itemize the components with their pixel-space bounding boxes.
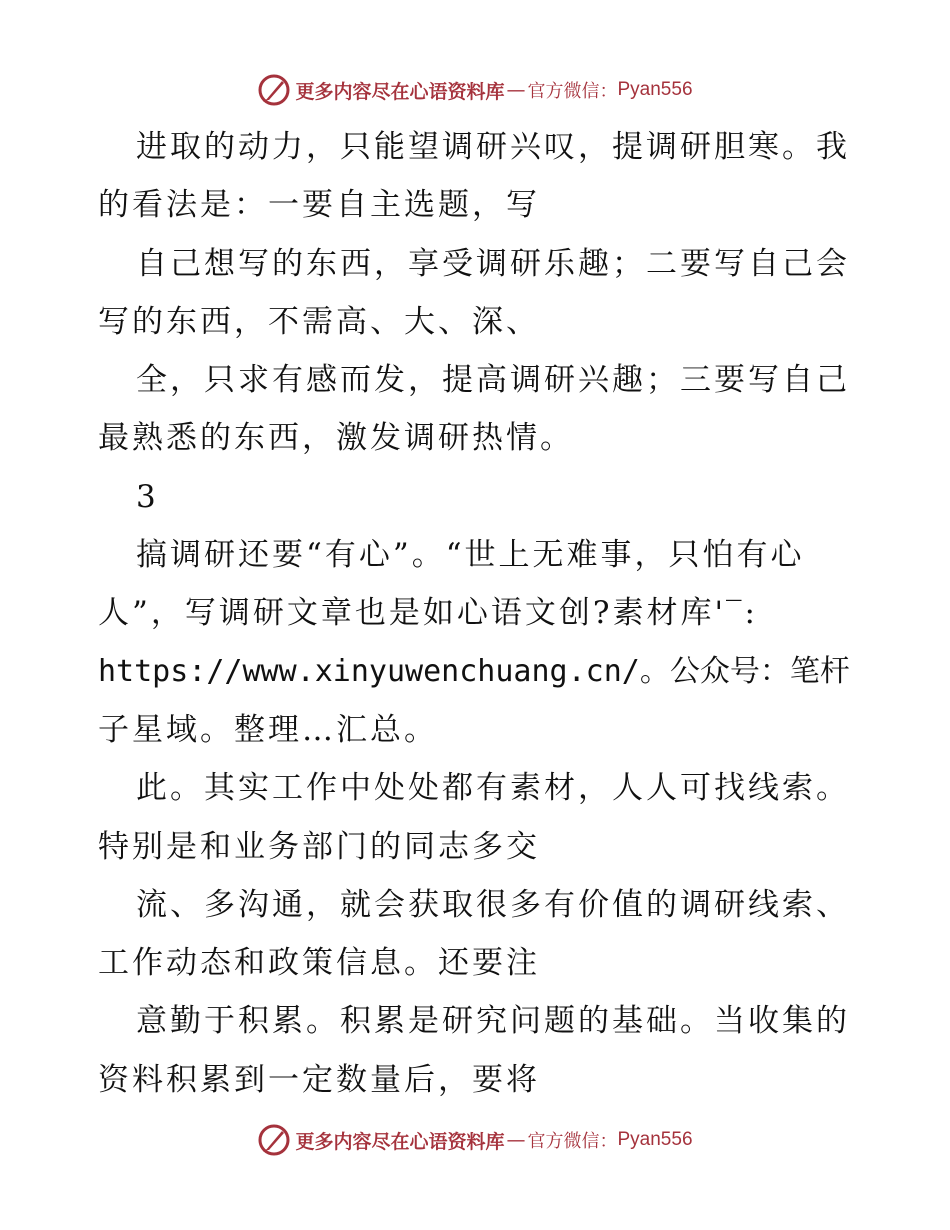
text-line: 的看法是：一要自主选题，写 (98, 187, 540, 224)
text-line: 特别是和业务部门的同志多交 (98, 828, 540, 865)
text-line: 流、多沟通，就会获取很多有价值的调研线索、 (136, 886, 850, 923)
text-line: 人”，写调研文章也是如心语文创?素材库'‾: (98, 595, 758, 632)
banner-wechat-label: 官方微信： (527, 1131, 618, 1152)
document-body (98, 118, 850, 1109)
banner-wechat-id: Pyan556 (617, 79, 693, 100)
quill-pen-circle-icon (257, 73, 291, 107)
section-number: 3 (136, 478, 159, 515)
text-line: 进取的动力，只能望调研兴叹，提调研胆寒。我 (136, 129, 850, 165)
text-line: 全，只求有感而发，提高调研兴趣；三要写自己 (136, 362, 850, 399)
banner-text: 更多内容尽在心语资料库 (295, 1130, 505, 1153)
text-line: 搞调研还要“有心”。“世上无难事，只怕有心 (136, 537, 805, 574)
banner-text: 更多内容尽在心语资料库 (295, 80, 505, 103)
text-line: 最熟悉的东西，激发调研热情。 (98, 420, 574, 457)
text-line-url: https://www.xinyuwenchuang.cn/。公众号：笔杆 (98, 653, 850, 689)
text-line: 自己想写的东西，享受调研乐趣；二要写自己会 (136, 245, 850, 282)
text-line: 此。其实工作中处处都有素材，人人可找线索。 (136, 770, 850, 807)
banner-dash: — (506, 79, 526, 101)
text-line: 子星域。整理…汇总。 (98, 711, 438, 748)
text-line: 意勤于积累。积累是研究问题的基础。当收集的 (136, 1003, 850, 1040)
text-line: 写的东西，不需高、大、深、 (98, 303, 540, 340)
header-banner (0, 70, 950, 110)
text-line: 工作动态和政策信息。还要注 (98, 945, 540, 982)
banner-wechat-id: Pyan556 (617, 1129, 693, 1150)
text-line: 资料积累到一定数量后，要将 (98, 1061, 540, 1098)
footer-banner (0, 1120, 950, 1160)
banner-wechat-label: 官方微信： (527, 81, 618, 102)
quill-pen-circle-icon (257, 1123, 291, 1157)
banner-dash: — (506, 1129, 526, 1151)
